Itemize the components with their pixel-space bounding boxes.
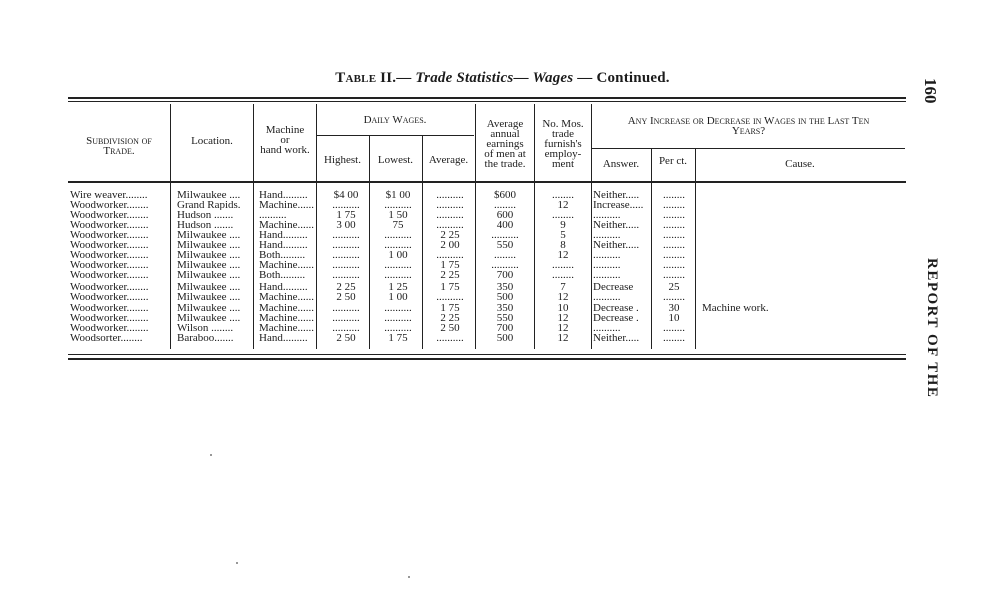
table-top-rule	[68, 97, 906, 99]
months-cell: ........	[552, 210, 574, 220]
table-row	[68, 313, 908, 323]
location-cell: Milwaukee ....	[177, 250, 241, 260]
answer-cell: Neither.....	[593, 220, 640, 230]
average-wage-cell: ..........	[436, 220, 464, 230]
table-row	[68, 200, 908, 210]
lowest-wage-cell: 75	[392, 220, 404, 230]
lowest-wage-cell: ..........	[384, 260, 412, 270]
subdivision-cell: Woodworker........	[70, 240, 149, 250]
annual-earnings-cell: 700	[496, 270, 514, 280]
cause-cell	[702, 292, 902, 302]
annual-earnings-cell: 600	[496, 210, 514, 220]
cause-cell	[702, 210, 902, 220]
average-wage-cell: 1 75	[440, 303, 460, 313]
work-type-cell: Machine......	[259, 200, 314, 210]
header-annual-earnings: Average annual earnings of men at the trade.	[484, 118, 526, 170]
per-cent-cell: ........	[663, 323, 685, 333]
cause-cell: Machine work.	[702, 303, 769, 313]
highest-wage-cell: ..........	[332, 303, 360, 313]
table-row	[68, 230, 908, 240]
table-bottom-rule	[68, 358, 906, 360]
table-row	[68, 333, 908, 343]
table-bottom-rule	[68, 354, 906, 355]
highest-wage-cell: ..........	[332, 250, 360, 260]
table-title	[0, 70, 1005, 87]
location-cell: Milwaukee ....	[177, 260, 241, 270]
average-wage-cell: ..........	[436, 190, 464, 200]
cause-cell	[702, 260, 902, 270]
lowest-wage-cell: ..........	[384, 270, 412, 280]
work-type-cell: Machine......	[259, 260, 314, 270]
table-top-rule	[68, 101, 906, 102]
average-wage-cell: 2 25	[440, 230, 460, 240]
location-cell: Milwaukee ....	[177, 282, 241, 292]
header-machine-or-hand: Machine or hand work.	[260, 124, 310, 156]
months-cell: 7	[560, 282, 566, 292]
work-type-cell: Machine......	[259, 292, 314, 302]
annual-earnings-cell: 550	[496, 313, 514, 323]
header-daily-wages: Daily Wages.	[363, 114, 427, 126]
header-lowest: Lowest.	[377, 154, 414, 166]
cause-cell	[702, 220, 902, 230]
subdivision-cell: Woodworker........	[70, 230, 149, 240]
title-separator: —	[577, 70, 593, 86]
months-cell: 5	[560, 230, 566, 240]
location-cell: Milwaukee ....	[177, 190, 241, 200]
margin-running-head: REPORT OF THE	[924, 258, 940, 399]
months-cell: 9	[560, 220, 566, 230]
answer-cell: ..........	[593, 270, 621, 280]
months-cell: 12	[557, 333, 569, 343]
lowest-wage-cell: ..........	[384, 230, 412, 240]
answer-cell: Increase.....	[593, 200, 644, 210]
per-cent-cell: ........	[663, 260, 685, 270]
highest-wage-cell: 1 75	[336, 210, 356, 220]
subdivision-cell: Woodworker........	[70, 220, 149, 230]
annual-earnings-cell: 500	[496, 292, 514, 302]
subdivision-cell: Wire weaver........	[70, 190, 148, 200]
header-months-employment: No. Mos. trade furnish's employ- ment	[542, 118, 584, 170]
lowest-wage-cell: 1 75	[388, 333, 408, 343]
months-cell: 12	[557, 200, 569, 210]
table-row	[68, 270, 908, 280]
work-type-cell: Hand.........	[259, 282, 308, 292]
per-cent-cell: 30	[668, 303, 680, 313]
annual-earnings-cell: ..........	[491, 260, 519, 270]
cause-cell	[702, 250, 902, 260]
highest-wage-cell: 2 50	[336, 292, 356, 302]
months-cell: ........	[552, 190, 574, 200]
location-cell: Wilson ........	[177, 323, 234, 333]
answer-cell: ..........	[593, 210, 621, 220]
answer-cell: ..........	[593, 323, 621, 333]
answer-cell: ..........	[593, 250, 621, 260]
months-cell: 8	[560, 240, 566, 250]
work-type-cell: Hand.........	[259, 230, 308, 240]
per-cent-cell: ........	[663, 200, 685, 210]
per-cent-cell: ........	[663, 230, 685, 240]
daily-wages-underline	[316, 135, 474, 136]
highest-wage-cell: ..........	[332, 200, 360, 210]
per-cent-cell: 25	[668, 282, 680, 292]
average-wage-cell: ..........	[436, 250, 464, 260]
header-answer: Answer.	[602, 158, 640, 170]
cause-cell	[702, 333, 902, 343]
cause-cell	[702, 313, 902, 323]
per-cent-cell: ........	[663, 190, 685, 200]
average-wage-cell: 2 00	[440, 240, 460, 250]
answer-cell: Decrease	[593, 282, 634, 292]
table-row	[68, 220, 908, 230]
title-trade-statistics: Trade Statistics	[415, 70, 514, 86]
answer-cell: Decrease .	[593, 313, 639, 323]
highest-wage-cell: ..........	[332, 260, 360, 270]
cause-cell	[702, 190, 902, 200]
work-type-cell: Both.........	[259, 270, 306, 280]
table-row	[68, 210, 908, 220]
subdivision-cell: Woodworker........	[70, 270, 149, 280]
average-wage-cell: ..........	[436, 292, 464, 302]
table-row	[68, 292, 908, 302]
per-cent-cell: ........	[663, 270, 685, 280]
highest-wage-cell: 2 25	[336, 282, 356, 292]
work-type-cell: Hand.........	[259, 190, 308, 200]
lowest-wage-cell: ..........	[384, 313, 412, 323]
table-row	[68, 190, 908, 200]
annual-earnings-cell: 500	[496, 333, 514, 343]
subdivision-cell: Woodworker........	[70, 303, 149, 313]
work-type-cell: Hand.........	[259, 240, 308, 250]
cause-cell	[702, 270, 902, 280]
answer-cell: ..........	[593, 230, 621, 240]
highest-wage-cell: 2 50	[336, 333, 356, 343]
lowest-wage-cell: $1 00	[385, 190, 411, 200]
title-wages: Wages	[532, 70, 574, 86]
location-cell: Grand Rapids.	[177, 200, 241, 210]
annual-earnings-cell: 550	[496, 240, 514, 250]
average-wage-cell: 2 50	[440, 323, 460, 333]
header-average: Average.	[428, 154, 469, 166]
work-type-cell: Machine......	[259, 313, 314, 323]
average-wage-cell: ..........	[436, 333, 464, 343]
per-cent-cell: ........	[663, 240, 685, 250]
header-wage-change: Any Increase or Decrease in Wages in the Last Ten Years?	[627, 115, 870, 137]
location-cell: Hudson .......	[177, 220, 234, 230]
months-cell: 10	[557, 303, 569, 313]
work-type-cell: Both.........	[259, 250, 306, 260]
header-subdivision: Subdivision of Trade.	[86, 135, 152, 157]
months-cell: ........	[552, 270, 574, 280]
scan-speck	[408, 576, 410, 578]
title-separator: —	[396, 70, 412, 86]
subdivision-cell: Woodworker........	[70, 292, 149, 302]
change-underline	[591, 148, 905, 149]
table-row	[68, 282, 908, 292]
cause-cell	[702, 230, 902, 240]
subdivision-cell: Woodworker........	[70, 210, 149, 220]
location-cell: Milwaukee ....	[177, 292, 241, 302]
highest-wage-cell: 3 00	[336, 220, 356, 230]
lowest-wage-cell: 1 00	[388, 292, 408, 302]
scan-speck	[210, 454, 212, 456]
header-per-cent: Per ct.	[658, 155, 688, 167]
average-wage-cell: 2 25	[440, 313, 460, 323]
annual-earnings-cell: ........	[494, 200, 516, 210]
highest-wage-cell: ..........	[332, 313, 360, 323]
header-highest: Highest.	[324, 154, 361, 166]
annual-earnings-cell: ..........	[491, 230, 519, 240]
cause-cell	[702, 323, 902, 333]
work-type-cell: Hand.........	[259, 333, 308, 343]
highest-wage-cell: ..........	[332, 240, 360, 250]
lowest-wage-cell: ..........	[384, 240, 412, 250]
months-cell: ........	[552, 260, 574, 270]
per-cent-cell: ........	[663, 292, 685, 302]
subdivision-cell: Woodworker........	[70, 282, 149, 292]
title-separator: —	[513, 70, 529, 86]
annual-earnings-cell: $600	[494, 190, 516, 200]
annual-earnings-cell: 700	[496, 323, 514, 333]
location-cell: Milwaukee ....	[177, 270, 241, 280]
location-cell: Milwaukee ....	[177, 240, 241, 250]
subdivision-cell: Woodworker........	[70, 323, 149, 333]
subdivision-cell: Woodworker........	[70, 250, 149, 260]
highest-wage-cell: ..........	[332, 323, 360, 333]
answer-cell: ..........	[593, 260, 621, 270]
work-type-cell: Machine......	[259, 220, 314, 230]
work-type-cell: ..........	[259, 210, 287, 220]
subdivision-cell: Woodworker........	[70, 313, 149, 323]
work-type-cell: Machine......	[259, 323, 314, 333]
average-wage-cell: 1 75	[440, 260, 460, 270]
months-cell: 12	[557, 292, 569, 302]
answer-cell: Decrease .	[593, 303, 639, 313]
location-cell: Milwaukee ....	[177, 303, 241, 313]
lowest-wage-cell: 1 25	[388, 282, 408, 292]
work-type-cell: Machine......	[259, 303, 314, 313]
header-cause: Cause.	[785, 158, 815, 170]
average-wage-cell: ..........	[436, 210, 464, 220]
subdivision-cell: Woodworker........	[70, 260, 149, 270]
annual-earnings-cell: 350	[496, 303, 514, 313]
scan-speck	[236, 562, 238, 564]
per-cent-cell: ........	[663, 210, 685, 220]
subdivision-cell: Woodworker........	[70, 200, 149, 210]
per-cent-cell: ........	[663, 250, 685, 260]
per-cent-cell: ........	[663, 220, 685, 230]
months-cell: 12	[557, 250, 569, 260]
title-continued: Continued.	[596, 70, 670, 86]
subdivision-cell: Woodsorter........	[70, 333, 143, 343]
annual-earnings-cell: ........	[494, 250, 516, 260]
annual-earnings-cell: 400	[496, 220, 514, 230]
average-wage-cell: 1 75	[440, 282, 460, 292]
lowest-wage-cell: ..........	[384, 200, 412, 210]
lowest-wage-cell: ..........	[384, 303, 412, 313]
highest-wage-cell: ..........	[332, 230, 360, 240]
table-row	[68, 250, 908, 260]
table-row	[68, 260, 908, 270]
title-label: Table II.	[335, 70, 397, 86]
highest-wage-cell: ..........	[332, 270, 360, 280]
location-cell: Baraboo.......	[177, 333, 234, 343]
header-location: Location.	[191, 135, 233, 147]
page-number: 160	[921, 78, 940, 104]
table-row	[68, 303, 908, 313]
location-cell: Milwaukee ....	[177, 313, 241, 323]
cause-cell	[702, 240, 902, 250]
table-row	[68, 240, 908, 250]
answer-cell: Neither.....	[593, 333, 640, 343]
lowest-wage-cell: 1 50	[388, 210, 408, 220]
header-bottom-rule	[68, 181, 906, 183]
location-cell: Milwaukee ....	[177, 230, 241, 240]
table-row	[68, 323, 908, 333]
per-cent-cell: ........	[663, 333, 685, 343]
per-cent-cell: 10	[668, 313, 680, 323]
lowest-wage-cell: 1 00	[388, 250, 408, 260]
months-cell: 12	[557, 313, 569, 323]
cause-cell	[702, 282, 902, 292]
highest-wage-cell: $4 00	[333, 190, 359, 200]
lowest-wage-cell: ..........	[384, 323, 412, 333]
average-wage-cell: 2 25	[440, 270, 460, 280]
cause-cell	[702, 200, 902, 210]
annual-earnings-cell: 350	[496, 282, 514, 292]
answer-cell: Neither.....	[593, 190, 640, 200]
average-wage-cell: ..........	[436, 200, 464, 210]
location-cell: Hudson .......	[177, 210, 234, 220]
answer-cell: Neither.....	[593, 240, 640, 250]
months-cell: 12	[557, 323, 569, 333]
answer-cell: ..........	[593, 292, 621, 302]
